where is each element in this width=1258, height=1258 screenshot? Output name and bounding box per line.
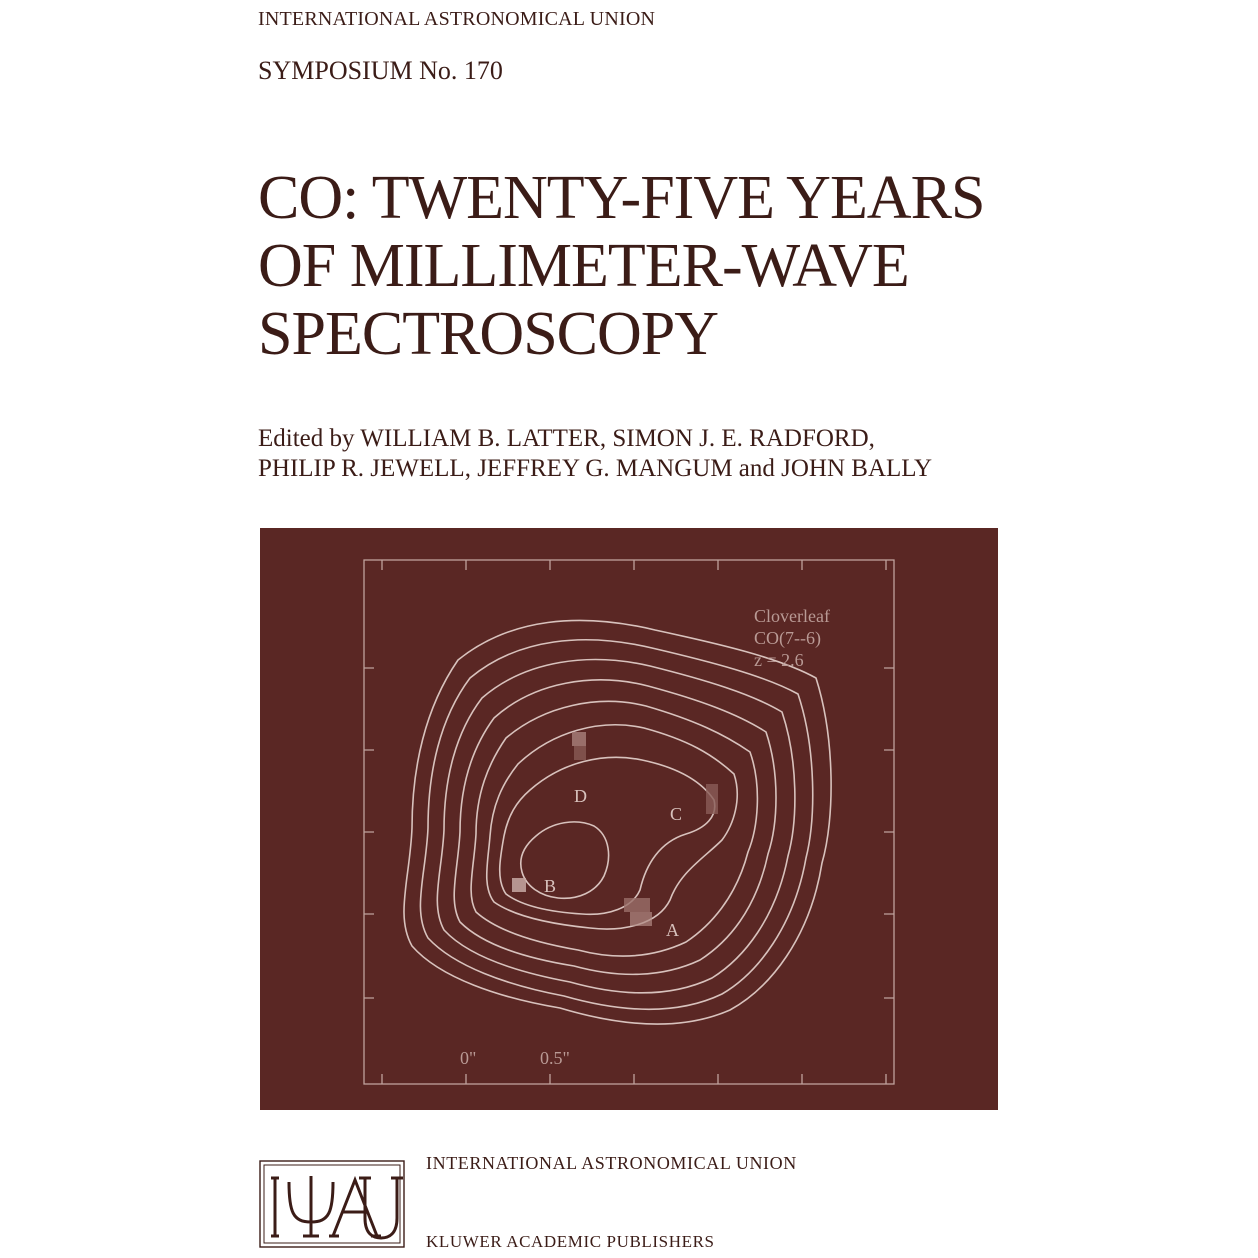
- publisher-name: KLUWER ACADEMIC PUBLISHERS: [426, 1232, 715, 1251]
- editors-line-1: Edited by WILLIAM B. LATTER, SIMON J. E. RADFORD,: [258, 425, 875, 452]
- series-title: INTERNATIONAL ASTRONOMICAL UNION: [258, 8, 656, 30]
- contour-2: [420, 640, 812, 1009]
- title-line-2: OF MILLIMETER-WAVE: [258, 232, 909, 300]
- iau-logo: [259, 1160, 405, 1248]
- iau-logo-graphic: [259, 1160, 405, 1248]
- legend: [754, 606, 830, 670]
- component-labels: [544, 786, 682, 940]
- title-line-3: SPECTROSCOPY: [258, 300, 719, 368]
- image-a-blob-2: [630, 912, 652, 926]
- image-d-blob-2: [574, 746, 586, 760]
- label-d: D: [574, 786, 587, 806]
- image-a-blob: [624, 898, 650, 912]
- contour-5: [471, 701, 757, 956]
- ticks-top: [382, 560, 886, 570]
- publisher-organization: INTERNATIONAL ASTRONOMICAL UNION: [426, 1153, 797, 1173]
- contour-8: [521, 822, 609, 898]
- legend-line-3: z = 2.6: [754, 650, 804, 670]
- ticks-bottom: [382, 1074, 886, 1084]
- editors: [258, 424, 932, 484]
- quasar-images: [512, 732, 718, 926]
- contour-7: [500, 757, 715, 914]
- logo-text: IAU: [331, 1208, 333, 1209]
- image-c-blob: [706, 784, 718, 814]
- label-b: B: [544, 876, 557, 896]
- contour-map: [260, 528, 998, 1110]
- label-a: A: [666, 920, 679, 940]
- ticks-right: [884, 668, 894, 998]
- image-b-blob: [512, 878, 526, 892]
- scale-bar: [460, 1048, 570, 1068]
- ticks-left: [364, 668, 374, 998]
- book-title: [258, 164, 984, 368]
- contours: [404, 620, 831, 1024]
- image-d-blob: [572, 732, 586, 746]
- cover-figure: [260, 528, 998, 1110]
- editors-line-2: PHILIP R. JEWELL, JEFFREY G. MANGUM and JOHN BALLY: [258, 455, 933, 482]
- scale-label-0: 0": [460, 1048, 477, 1068]
- legend-line-2: CO(7--6): [754, 628, 821, 648]
- title-line-1: CO: TWENTY-FIVE YEARS: [258, 164, 985, 232]
- contour-6: [487, 725, 737, 929]
- scale-label-05: 0.5": [540, 1048, 570, 1068]
- symposium-number: SYMPOSIUM No. 170: [258, 56, 503, 85]
- legend-line-1: Cloverleaf: [754, 606, 830, 626]
- label-c: C: [670, 804, 683, 824]
